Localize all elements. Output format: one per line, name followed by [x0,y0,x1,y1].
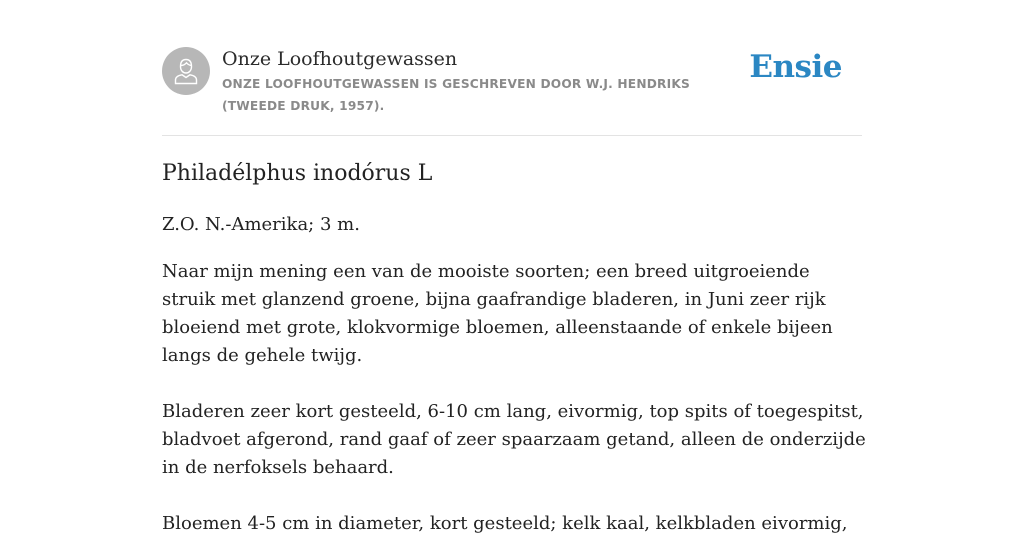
source-header [162,46,862,136]
source-title[interactable]: Onze Loofhoutgewassen [222,48,458,70]
entry-title: Philadélphus inodórus L [162,161,433,186]
user-icon [173,56,199,86]
header-divider [162,135,862,136]
entry-paragraph: Bloemen 4-5 cm in diameter, kort gesteeld; kelk kaal, kelkbladen eivormig, [162,513,848,534]
ensie-logo[interactable]: Ensie [749,49,842,85]
entry-paragraph: Bladeren zeer kort gesteeld, 6-10 cm lang, eivormig, top spits of toegespitst, bladvoet afgerond, rand gaaf of zeer spaarzaam getand, alleen de onderzijde in de nerfoksels behaard. [162,401,866,478]
entry-paragraph: Naar mijn mening een van de mooiste soorten; een breed uitgroeiende struik met glanzend groene, bijna gaafrandige bladeren, in Juni zeer rijk bloeiend met grote, klokvormige bloemen, alleenstaande of enkele bijeen langs de gehele twijg. [162,261,833,366]
entry-origin: Z.O. N.-Amerika; 3 m. [162,214,360,235]
source-avatar[interactable] [162,47,210,95]
source-description: ONZE LOOFHOUTGEWASSEN IS GESCHREVEN DOOR W.J. HENDRIKS (TWEEDE DRUK, 1957). [222,77,690,113]
entry-content [162,156,867,538]
